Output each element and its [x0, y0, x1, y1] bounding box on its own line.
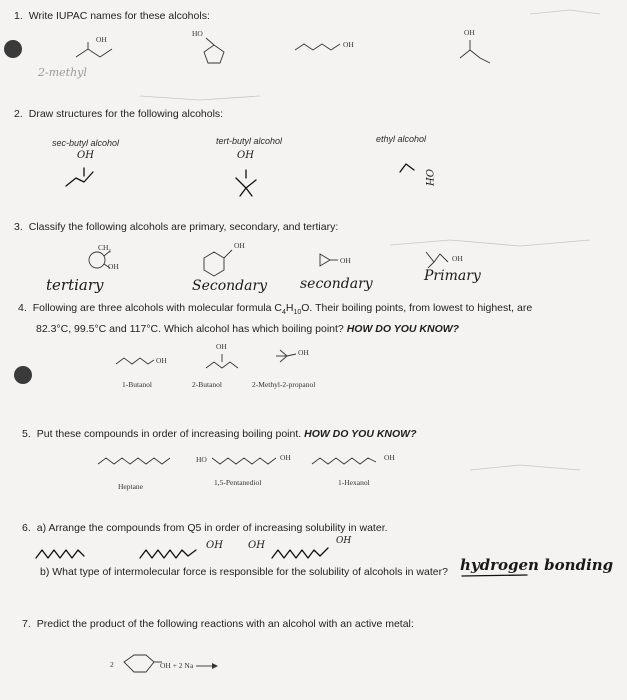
q2-hand-oh-3: OH — [422, 169, 434, 186]
q6-drawing-3 — [272, 548, 328, 558]
q4-oh-2: OH — [216, 342, 227, 351]
q5-pentanediol-structure — [212, 458, 276, 464]
q4-number: 4. — [18, 302, 27, 314]
q6-drawing-1 — [36, 550, 84, 558]
q1-oh-c: OH — [343, 40, 354, 49]
q6-prompt-a — [22, 522, 388, 534]
q2-ethyl-drawing — [400, 164, 414, 172]
q5-ho-label: HO — [196, 455, 207, 464]
q3-answer-1: tertiary — [46, 276, 104, 294]
q1-handwritten-faint: 2-methyl — [38, 66, 87, 79]
q6-number: 6. — [22, 522, 31, 534]
q2-name-sec-butyl: sec-butyl alcohol — [52, 138, 120, 148]
q3-ch-sub: 3 — [108, 249, 111, 255]
q4-prompt — [18, 300, 532, 337]
q3-answer-4: Primary — [424, 268, 481, 284]
q3-structure-3 — [320, 254, 330, 266]
q4-name-1: 1-Butanol — [122, 380, 152, 389]
q4-text-h: H — [285, 302, 294, 314]
q2-text: Draw structures for the following alcohols: — [28, 108, 224, 120]
q3-prompt — [14, 221, 338, 233]
q2-sec-butyl-drawing — [66, 172, 93, 186]
q3-oh-3: OH — [340, 256, 351, 265]
q1-structure-d — [460, 50, 490, 63]
q4-name-2: 2-Butanol — [192, 380, 222, 389]
q4-sub-4: 4 — [281, 309, 286, 317]
q4-bullet-dot — [14, 366, 32, 384]
q1-structure-b — [204, 45, 224, 63]
q4-structure-1 — [116, 358, 154, 364]
q3-text: Classify the following alcohols are primary, secondary, and tertiary: — [28, 221, 339, 233]
q1-ho-b: HO — [192, 29, 203, 38]
q6-prompt-b — [40, 566, 448, 578]
q4-emphasis: HOW DO YOU KNOW? — [346, 323, 460, 336]
q1-oh-d: OH — [464, 28, 475, 37]
q5-prompt — [22, 428, 417, 440]
q2-tert-butyl-drawing — [236, 178, 256, 188]
q1-oh-a: OH — [96, 35, 107, 44]
q7-number: 7. — [22, 618, 31, 630]
q1-number: 1. — [14, 10, 23, 22]
q3-number: 3. — [14, 221, 23, 233]
q5-oh-label-1: OH — [280, 453, 291, 462]
q6-text-b: b) What type of intermolecular force is responsible for the solubility of alcohols in water? — [40, 566, 448, 578]
q4-structure-3 — [280, 350, 287, 356]
q5-name-pentanediol: 1,5-Pentanediol — [214, 478, 262, 487]
q5-heptane-structure — [98, 458, 170, 464]
q4-text-b: O. Their boiling points, from lowest to highest, are — [301, 302, 533, 314]
q5-name-heptane: Heptane — [118, 482, 143, 491]
q1-structure-a — [76, 49, 112, 57]
q5-number: 5. — [22, 428, 31, 440]
q7-cyclohexane-structure — [124, 655, 154, 672]
q5-oh-label-2: OH — [384, 453, 395, 462]
q2-prompt — [14, 108, 223, 120]
q3-answer-3: secondary — [300, 276, 373, 292]
q3-structure-2 — [204, 252, 224, 276]
q5-name-hexanol: 1-Hexanol — [338, 478, 370, 487]
q7-coefficient: 2 — [110, 660, 114, 669]
q4-text-a: Following are three alcohols with molecular formula C — [32, 302, 282, 314]
q6-drawing-2 — [140, 550, 196, 558]
q1-structure-c — [295, 44, 340, 50]
q6-text-a: a) Arrange the compounds from Q5 in order of increasing solubility in water. — [36, 522, 388, 534]
q5-hexanol-structure — [312, 458, 376, 464]
q4-name-3: 2-Methyl-2-propanol — [252, 380, 316, 389]
q6-hand-oh-3: OH — [336, 536, 352, 546]
q3-ch3-label — [98, 243, 111, 255]
q7-reaction-text: OH + 2 Na — [160, 661, 194, 670]
reaction-arrow — [212, 663, 218, 669]
q2-hand-oh-1: OH — [77, 150, 94, 161]
q7-prompt — [22, 618, 414, 630]
q3-answer-2: Secondary — [192, 278, 268, 294]
q3-oh-4: OH — [452, 254, 463, 263]
q4-text-c: 82.3°C, 99.5°C and 117°C. Which alcohol has which boiling point? — [36, 323, 344, 336]
q3-oh-2: OH — [234, 241, 245, 250]
q2-name-ethyl: ethyl alcohol — [376, 134, 427, 144]
q6-hand-oh-2: OH — [248, 540, 265, 551]
q2-hand-oh-2: OH — [237, 150, 254, 161]
q4-structure-2 — [206, 362, 238, 368]
q4-oh-1: OH — [156, 356, 167, 365]
q7-text: Predict the product of the following reactions with an alcohol with an active metal: — [36, 618, 414, 630]
q3-oh-1: OH — [108, 262, 119, 271]
q4-oh-3: OH — [298, 348, 309, 357]
q6-answer: hydrogen bonding — [460, 556, 614, 574]
q1-text: Write IUPAC names for these alcohols: — [28, 10, 210, 22]
q2-number: 2. — [14, 108, 23, 120]
q6-hand-oh-1: OH — [206, 540, 223, 551]
q4-sub-10: 10 — [293, 309, 302, 317]
q5-emphasis: HOW DO YOU KNOW? — [304, 428, 417, 440]
q2-name-tert-butyl: tert-butyl alcohol — [216, 136, 283, 146]
q5-text: Put these compounds in order of increasing boiling point. — [36, 428, 302, 440]
q3-structure-4 — [426, 252, 448, 262]
q3-ch-text: CH — [98, 243, 109, 252]
